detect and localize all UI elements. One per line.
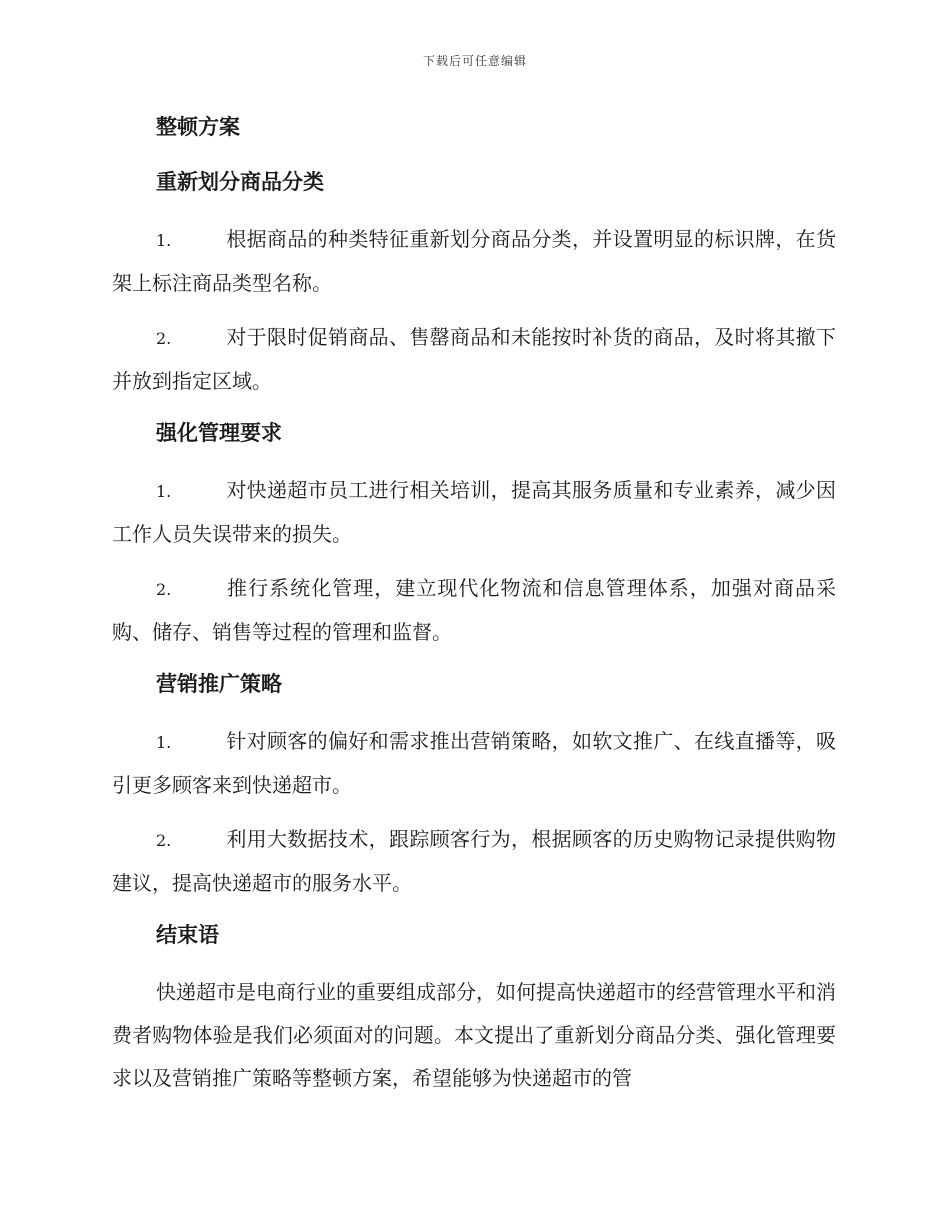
item-text: 对于限时促销商品、售罄商品和未能按时补货的商品，及时将其撤下并放到指定区域。 [112,325,836,393]
list-item [112,316,836,403]
list-item [112,720,836,807]
item-number: 1. [156,231,172,250]
document-body [112,108,836,1100]
list-item [112,218,836,305]
item-number: 1. [156,733,172,752]
list-item [112,567,836,654]
item-number: 2. [156,580,172,599]
conclusion-heading: 结束语 [156,922,219,947]
document-title: 整顿方案 [156,114,240,139]
item-number: 1. [156,482,172,501]
conclusion-paragraph: 快递超市是电商行业的重要组成部分，如何提高快递超市的经营管理水平和消费者购物体验是我们必须面对的问题。本文提出了重新划分商品分类、强化管理要求以及营销推广策略等整顿方案，希望能够为快递超市的管 [112,980,836,1090]
item-text: 推行系统化管理，建立现代化物流和信息管理体系，加强对商品采购、储存、销售等过程的管理和监督。 [112,576,836,644]
list-item [112,818,836,905]
page-header: 下载后可任意编辑 [422,54,527,68]
section-heading: 重新划分商品分类 [156,169,324,194]
item-text: 根据商品的种类特征重新划分商品分类，并设置明显的标识牌，在货架上标注商品类型名称。 [112,227,836,295]
item-text: 利用大数据技术，跟踪顾客行为，根据顾客的历史购物记录提供购物建议，提高快递超市的服务水平。 [112,827,836,895]
item-number: 2. [156,831,172,850]
section-heading: 强化管理要求 [156,420,282,445]
item-text: 针对顾客的偏好和需求推出营销策略，如软文推广、在线直播等，吸引更多顾客来到快递超市。 [112,729,836,797]
item-number: 2. [156,329,172,348]
item-text: 对快递超市员工进行相关培训，提高其服务质量和专业素养，减少因工作人员失误带来的损失。 [112,478,836,546]
list-item [112,469,836,556]
section-heading: 营销推广策略 [156,671,282,696]
